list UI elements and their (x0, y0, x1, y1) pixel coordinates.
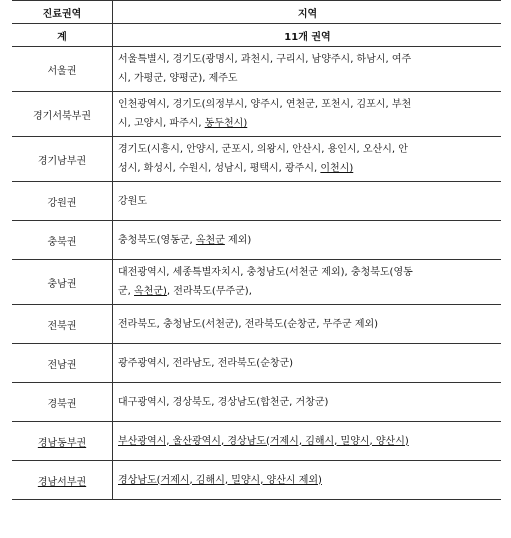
underlined-area: 옥천군) (134, 286, 167, 297)
table-row (12, 182, 501, 221)
areas-line: , 전라북도(무주군), (166, 286, 252, 297)
region-areas: 광주광역시, 전라남도, 전라북도(순창군) (113, 344, 502, 383)
region-areas: 대구광역시, 경상북도, 경상남도(합천군, 거창군) (113, 383, 502, 422)
table-header-row (12, 1, 501, 24)
region-name: 경북권 (12, 383, 113, 422)
region-areas: 전라북도, 충청남도(서천군), 전라북도(순창군, 무주군 제외) (113, 305, 502, 344)
underlined-area: 부산광역시, 울산광역시, 경상남도(거제시, 김해시, 밀양시, 양산시) (118, 435, 409, 447)
areas-line: 군, (118, 286, 135, 297)
region-name: 경기서북부권 (12, 92, 113, 137)
underlined-area: 동두천시) (204, 118, 248, 129)
areas-line: 시, 가평군, 양평군), 제주도 (118, 73, 238, 84)
table-row (12, 92, 501, 137)
areas-line: 대전광역시, 세종특별자치시, 충청남도(서천군 제외), 충청북도(영동 (118, 267, 413, 278)
total-row (12, 24, 501, 47)
region-name: 경기남부권 (12, 137, 113, 182)
table-row (12, 47, 501, 92)
table-row (12, 221, 501, 260)
areas-line: 인천광역시, 경기도(의정부시, 양주시, 연천군, 포천시, 김포시, 부천 (118, 99, 412, 110)
areas-line: 서울특별시, 경기도(광명시, 과천시, 구리시, 남양주시, 하남시, 여주 (118, 54, 412, 65)
total-label: 계 (12, 24, 113, 47)
table-row (12, 344, 501, 383)
underlined-area: 이천시) (320, 163, 354, 174)
areas-line: 경기도(시흥시, 안양시, 군포시, 의왕시, 안산시, 용인시, 오산시, 안 (118, 144, 408, 155)
table-row (12, 305, 501, 344)
region-areas (113, 260, 502, 305)
header-region-area: 진료권역 (12, 1, 113, 24)
underlined-region-name: 경남서부권 (37, 476, 87, 488)
areas-line: 성시, 화성시, 수원시, 성남시, 평택시, 광주시, (118, 163, 321, 174)
region-name (12, 461, 113, 500)
region-name: 서울권 (12, 47, 113, 92)
region-table (12, 0, 501, 500)
table-row (12, 260, 501, 305)
table-row (12, 461, 501, 500)
region-areas (113, 92, 502, 137)
total-value: 11개 권역 (113, 24, 502, 47)
region-areas (113, 461, 502, 500)
header-area: 지역 (113, 1, 502, 24)
region-name: 충북권 (12, 221, 113, 260)
underlined-region-name: 경남동부권 (37, 437, 87, 449)
areas-line: 충청북도(영동군, (118, 234, 196, 246)
region-name: 충남권 (12, 260, 113, 305)
region-areas (113, 47, 502, 92)
region-areas (113, 221, 502, 260)
region-areas (113, 422, 502, 461)
region-name (12, 422, 113, 461)
underlined-area: 경상남도(거제시, 김해시, 밀양시, 양산시 제외) (118, 474, 322, 486)
areas-line: 시, 고양시, 파주시, (118, 118, 205, 129)
table-row (12, 422, 501, 461)
region-name: 전북권 (12, 305, 113, 344)
region-areas: 강원도 (113, 182, 502, 221)
region-name: 전남권 (12, 344, 113, 383)
areas-line: 제외) (224, 234, 252, 246)
table-row (12, 383, 501, 422)
underlined-area: 옥천군 (195, 234, 225, 246)
table-row (12, 137, 501, 182)
region-name: 강원권 (12, 182, 113, 221)
region-areas (113, 137, 502, 182)
